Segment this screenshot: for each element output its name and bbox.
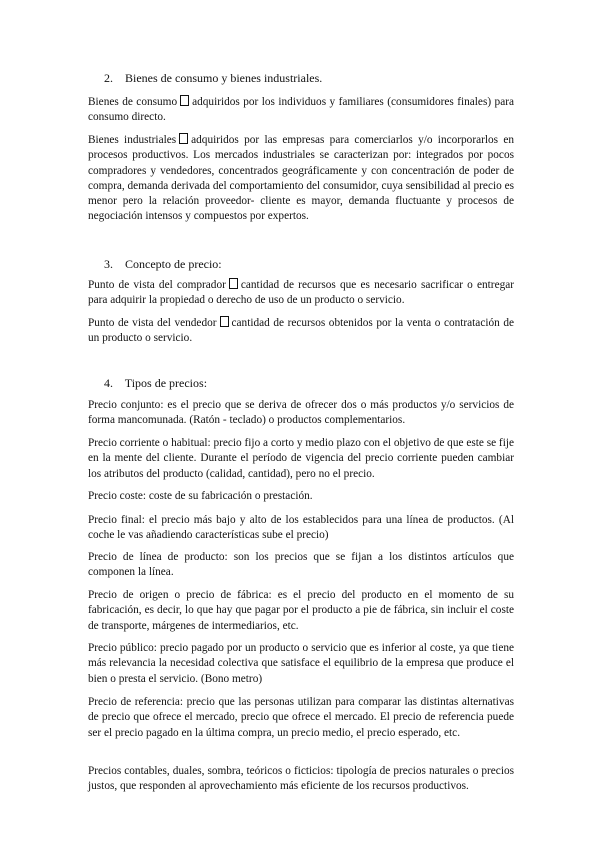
paragraph-lead: Punto de vista del vendedor [88,317,217,329]
section-heading [104,256,222,272]
paragraph-text: cantidad de recursos obtenidos por la venta o contratación de un producto o servicio. [88,317,515,345]
paragraph-text: cantidad de recursos que es necesario sacrificar o entregar para adquirir la propiedad o derecho de uso de un producto o servicio. [88,279,515,307]
paragraph [88,95,514,126]
section-title: Tipos de precios: [124,376,208,390]
section-number: 3. [104,257,113,271]
paragraph: Precios contables, duales, sombra, teóricos o ficticios: tipología de precios naturales o precios justos, que responden al aprovechamiento más eficiente de los recursos productivos. [88,765,514,793]
paragraph-text: adquiridos por los individuos y familiares (consumidores finales) para consumo directo. [88,96,514,124]
paragraph: Precio conjunto: es el precio que se deriva de ofrecer dos o más productos y/o servicios de forma mancomunada. (Ratón - teclado) o productos complementarios. [88,399,514,427]
paragraph: Precio público: precio pagado por un producto o servicio que es inferior al coste, ya que tiene más relevancia la necesidad colectiva que satisface el equilibrio de la empresa que produce el bien o presta el servicio. (Bono metro) [88,642,514,685]
paragraph: Precio coste: coste de su fabricación o prestación. [88,490,313,502]
paragraph [88,316,514,347]
paragraph: Precio de referencia: precio que las personas utilizan para comparar las distintas alternativas de precio que ofrece el mercado, precio que ofrece el mercado. El precio de referencia puede ser el precio pagado en la última compra, un precio medio, el precio esperado, etc. [88,696,514,739]
paragraph [88,278,514,309]
paragraph [88,133,514,225]
section-heading [104,375,207,391]
paragraph-text: adquiridos por las empresas para comerciarlos y/o incorporarlos en procesos productivos. Los mercados industriales se caracterizan por: integrados por pocos compradores y vendedores, concentrados geográficamente y con concentración de poder de compra, demanda derivada del comportamiento del consumidor, cuya sensibilidad al precio es menor pero la relación proveedor- cliente es mayor, demanda fluctuante y procesos de negociación intensos y compuestos por expertos. [88,134,515,223]
arrow-placeholder-icon [179,133,188,144]
paragraph: Precio de línea de producto: son los precios que se fijan a los distintos artículos que componen la línea. [88,551,514,579]
paragraph: Precio de origen o precio de fábrica: es el precio del producto en el momento de su fabricación, es decir, lo que hay que pagar por el producto a pie de fábrica, sin incluir el coste de transporte, márgenes de intermediarios, etc. [88,589,514,632]
section-title: Bienes de consumo y bienes industriales. [125,71,323,85]
arrow-placeholder-icon [220,316,229,327]
section-number: 2. [104,71,113,85]
paragraph-lead: Punto de vista del comprador [88,279,226,291]
section-number: 4. [104,376,113,390]
section-title: Concepto de precio: [125,257,222,271]
section-heading [104,70,322,86]
paragraph: Precio corriente o habitual: precio fijo a corto y medio plazo con el objetivo de que este se fije en la mente del cliente. Durante el período de vigencia del precio corriente pueden cambiar los atributos del producto (calidad, cantidad), pero no el precio. [88,437,514,480]
paragraph: Precio final: el precio más bajo y alto de los establecidos para una línea de productos. (Al coche le vas añadiendo características sube el precio) [88,514,514,542]
arrow-placeholder-icon [229,278,238,289]
paragraph-lead: Bienes de consumo [88,96,178,108]
arrow-placeholder-icon [180,95,189,106]
paragraph-lead: Bienes industriales [88,134,177,146]
